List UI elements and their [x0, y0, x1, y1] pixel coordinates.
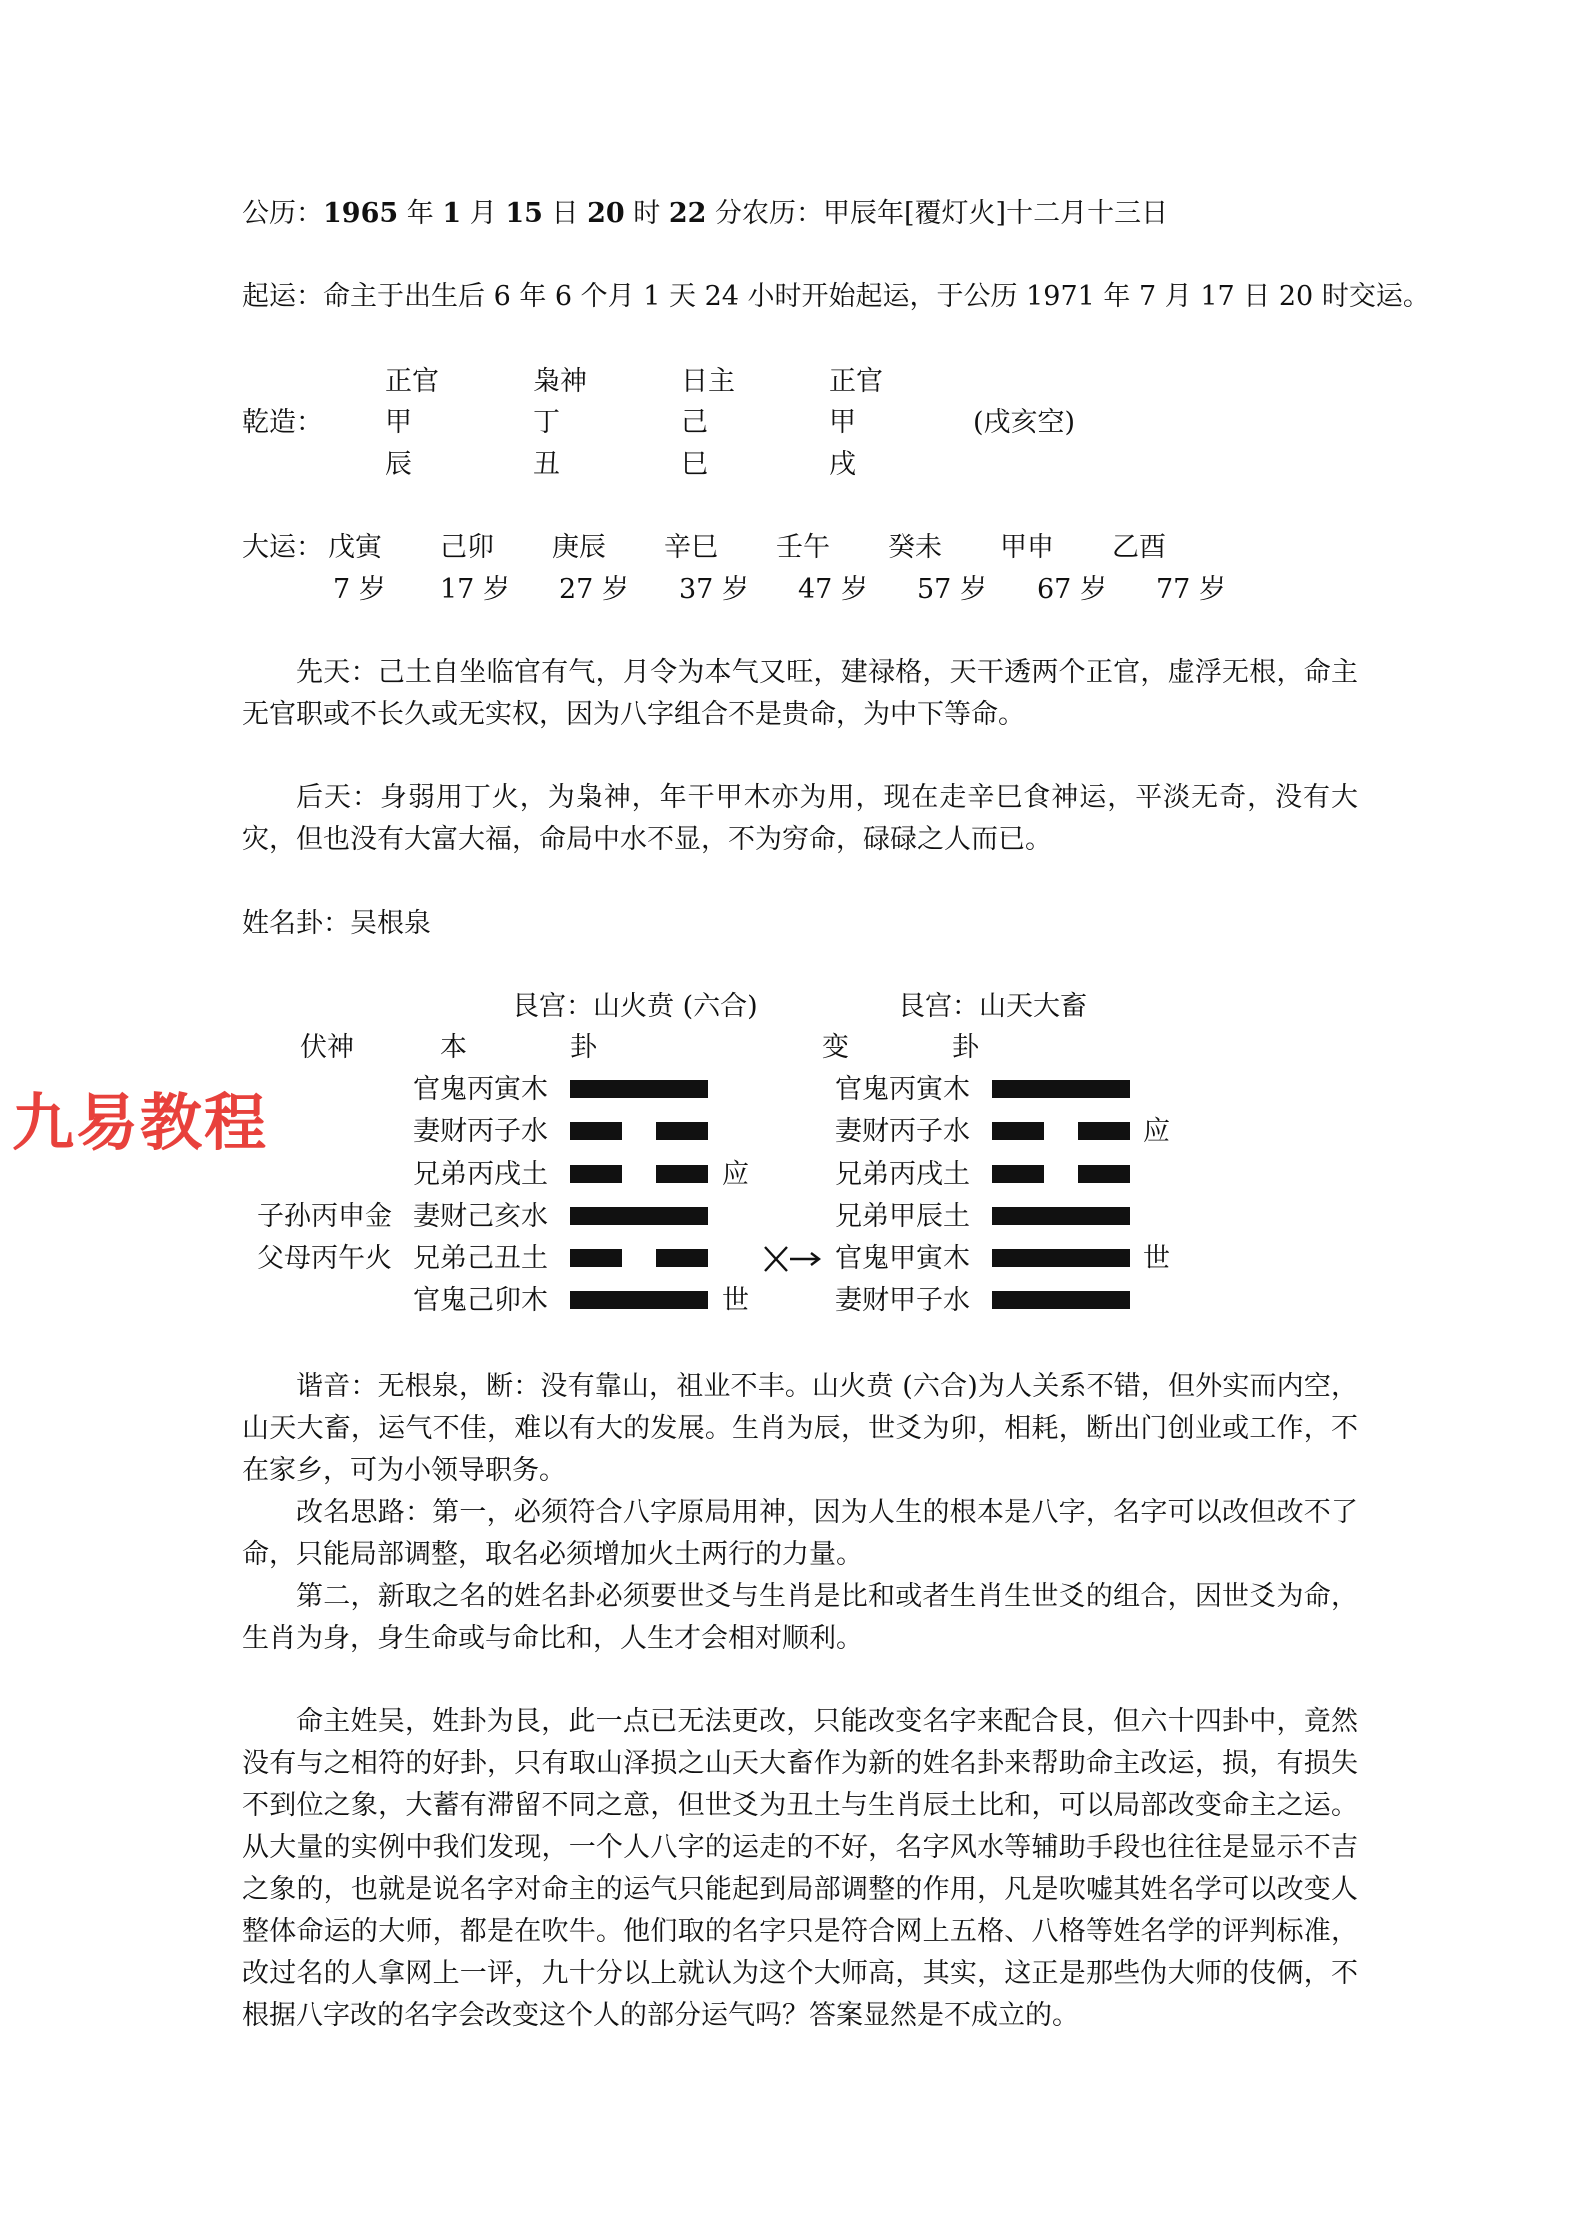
yang-yao-bar	[992, 1080, 1130, 1098]
dayun-age-4: 37 岁	[679, 574, 749, 605]
gongli-label: 公历：	[242, 198, 323, 229]
nongli-date: 农历：甲辰年[覆灯火]十二月十三日	[742, 198, 1169, 229]
yin-yao-right-bar	[1078, 1165, 1130, 1183]
yang-yao-bar	[992, 1291, 1130, 1309]
shishen-2: 枭神	[533, 366, 587, 397]
xingming-gua: 姓名卦：吴根泉	[242, 908, 431, 939]
yang-yao-bar	[570, 1080, 708, 1098]
bian-line-label-3: 兄弟丙戌土	[835, 1159, 970, 1190]
yin-yao-right-bar	[656, 1122, 708, 1140]
bian-header-1: 变	[822, 1032, 849, 1063]
dayun-age-1: 7 岁	[333, 574, 386, 605]
tiangan-2: 丁	[533, 407, 560, 438]
dayun-label: 大运：	[242, 532, 323, 563]
ben-yao-2	[570, 1122, 708, 1140]
qianzao-label: 乾造：	[242, 407, 323, 438]
fushen-2: 父母丙午火	[257, 1243, 392, 1274]
kong-wang: (戌亥空)	[973, 407, 1076, 438]
tiangan-1: 甲	[385, 407, 412, 438]
bian-line-label-2: 妻财丙子水	[835, 1116, 970, 1147]
bian-gua-title: 艮宫：山天大畜	[898, 991, 1087, 1022]
ben-line-label-1: 官鬼丙寅木	[413, 1074, 548, 1105]
ben-yao-6	[570, 1291, 708, 1309]
ben-mark-ying: 应	[722, 1159, 749, 1190]
gaiming-paragraph-1: 改名思路：第一，必须符合八字原局用神，因为人生的根本是八字，名字可以改但改不了命，只能局部调整，取名必须增加火土两行的力量。	[242, 1497, 1358, 1570]
gongli-line	[242, 200, 742, 227]
dizhi-1: 辰	[385, 449, 412, 480]
dayun-pillar-8: 乙酉	[1112, 532, 1166, 563]
bian-yao-6	[992, 1291, 1130, 1309]
watermark-logo: 九易教程	[12, 1086, 269, 1159]
ben-yao-4	[570, 1207, 708, 1225]
minute-unit: 分	[715, 198, 743, 229]
bian-line-label-5: 官鬼甲寅木	[835, 1243, 970, 1274]
ben-yao-5	[570, 1249, 708, 1267]
yang-yao-bar	[992, 1249, 1130, 1267]
shishen-4: 正官	[829, 366, 883, 397]
mingzhu-paragraph: 命主姓吴，姓卦为艮，此一点已无法更改，只能改变名字来配合艮，但六十四卦中，竟然没有与之相符的好卦，只有取山泽损之山天大畜作为新的姓名卦来帮助命主改运，损，有损失不到位之象，大蓄有滞留不同之意，但世爻为丑土与生肖辰土比和，可以局部改变命主之运。从大量的实例中我们发现，一个人八字的运走的不好，名字风水等辅助手段也往往是显示不吉之象的，也就是说名字对命主的运气只能起到局部调整的作用，凡是吹嘘其姓名学可以改变人整体命运的大师，都是在吹牛。他们取的名字只是符合网上五格、八格等姓名学的评判标准，改过名的人拿网上一评，九十分以上就认为这个大师高，其实，这正是那些伪大师的伎俩，不根据八字改的名字会改变这个人的部分运气吗？答案显然是不成立的。	[242, 1706, 1358, 2031]
houtian-paragraph: 后天：身弱用丁火，为枭神，年干甲木亦为用，现在走辛巳食神运，平淡无奇，没有大灾，但也没有大富大福，命局中水不显，不为穷命，碌碌之人而已。	[242, 782, 1358, 855]
yang-yao-bar	[570, 1207, 708, 1225]
yin-yao-left-bar	[570, 1165, 622, 1183]
dayun-pillar-2: 己卯	[440, 532, 494, 563]
qiyun-line: 起运：命主于出生后 6 年 6 个月 1 天 24 小时开始起运，于公历 1971 年 7 月 17 日 20 时交运。	[242, 281, 1430, 312]
yin-yao-left-bar	[570, 1249, 622, 1267]
bian-line-label-6: 妻财甲子水	[835, 1285, 970, 1316]
dizhi-3: 巳	[681, 449, 708, 480]
dayun-pillar-6: 癸未	[888, 532, 942, 563]
ben-header-2: 卦	[570, 1032, 597, 1063]
shishen-3: 日主	[681, 366, 735, 397]
ben-line-label-5: 兄弟己丑土	[413, 1243, 548, 1274]
dayun-age-3: 27 岁	[559, 574, 629, 605]
fushen-1: 子孙丙申金	[257, 1201, 392, 1232]
bian-yao-5	[992, 1249, 1130, 1267]
birth-minute: 22	[668, 198, 707, 229]
yin-yao-right-bar	[656, 1249, 708, 1267]
yang-yao-bar	[992, 1207, 1130, 1225]
ben-line-label-6: 官鬼己卯木	[413, 1285, 548, 1316]
yin-yao-right-bar	[1078, 1122, 1130, 1140]
dayun-age-6: 57 岁	[917, 574, 987, 605]
dayun-pillar-3: 庚辰	[552, 532, 606, 563]
dizhi-4: 戌	[829, 449, 856, 480]
year-unit: 年	[406, 198, 434, 229]
bian-mark-shi: 世	[1143, 1243, 1170, 1274]
ben-line-label-2: 妻财丙子水	[413, 1116, 548, 1147]
bian-yao-2	[992, 1122, 1130, 1140]
ben-header-1: 本	[440, 1032, 467, 1063]
ben-yao-3	[570, 1165, 708, 1183]
dayun-pillar-7: 甲申	[1000, 532, 1054, 563]
tiangan-3: 己	[681, 407, 708, 438]
yin-yao-left-bar	[992, 1165, 1044, 1183]
birth-year: 1965	[323, 198, 399, 229]
hour-unit: 时	[633, 198, 661, 229]
tiangan-4: 甲	[829, 407, 856, 438]
ben-line-label-3: 兄弟丙戌土	[413, 1159, 548, 1190]
bian-yao-4	[992, 1207, 1130, 1225]
dayun-pillar-1: 戊寅	[328, 532, 382, 563]
dizhi-2: 丑	[533, 449, 560, 480]
bian-yao-1	[992, 1080, 1130, 1098]
dayun-pillar-5: 壬午	[776, 532, 830, 563]
dayun-age-2: 17 岁	[440, 574, 510, 605]
birth-hour: 20	[587, 198, 625, 229]
yang-yao-bar	[570, 1291, 708, 1309]
birth-month: 1	[442, 198, 462, 229]
bian-header-2: 卦	[952, 1032, 979, 1063]
ben-gua-title: 艮宫：山火贲 (六合)	[512, 991, 758, 1022]
bian-line-label-4: 兄弟甲辰土	[835, 1201, 970, 1232]
fushen-header: 伏神	[300, 1032, 354, 1063]
gaiming-paragraph-2: 第二，新取之名的姓名卦必须要世爻与生肖是比和或者生肖生世爻的组合，因世爻为命，生肖为身，身生命或与命比和，人生才会相对顺利。	[242, 1581, 1358, 1654]
xieyin-paragraph: 谐音：无根泉，断：没有靠山，祖业不丰。山火贲 (六合)为人关系不错，但外实而内空，山天大畜，运气不佳，难以有大的发展。生肖为辰，世爻为卯，相耗，断出门创业或工作，不在家乡，可为小领导职务。	[242, 1371, 1358, 1486]
month-unit: 月	[469, 198, 497, 229]
yin-yao-left-bar	[570, 1122, 622, 1140]
ben-mark-shi: 世	[722, 1285, 749, 1316]
dayun-age-7: 67 岁	[1037, 574, 1107, 605]
yin-yao-left-bar	[992, 1122, 1044, 1140]
bian-mark-ying: 应	[1143, 1116, 1170, 1147]
dayun-age-5: 47 岁	[798, 574, 868, 605]
ben-line-label-4: 妻财己亥水	[413, 1201, 548, 1232]
change-arrow-icon	[762, 1244, 822, 1274]
dayun-pillar-4: 辛巳	[664, 532, 718, 563]
ben-yao-1	[570, 1080, 708, 1098]
bian-line-label-1: 官鬼丙寅木	[835, 1074, 970, 1105]
shishen-1: 正官	[385, 366, 439, 397]
birth-day: 15	[505, 198, 543, 229]
bian-yao-3	[992, 1165, 1130, 1183]
day-unit: 日	[551, 198, 579, 229]
xiantian-paragraph: 先天：己土自坐临官有气，月令为本气又旺，建禄格，天干透两个正官，虚浮无根，命主无官职或不长久或无实权，因为八字组合不是贵命，为中下等命。	[242, 657, 1358, 730]
yin-yao-right-bar	[656, 1165, 708, 1183]
dayun-age-8: 77 岁	[1156, 574, 1226, 605]
